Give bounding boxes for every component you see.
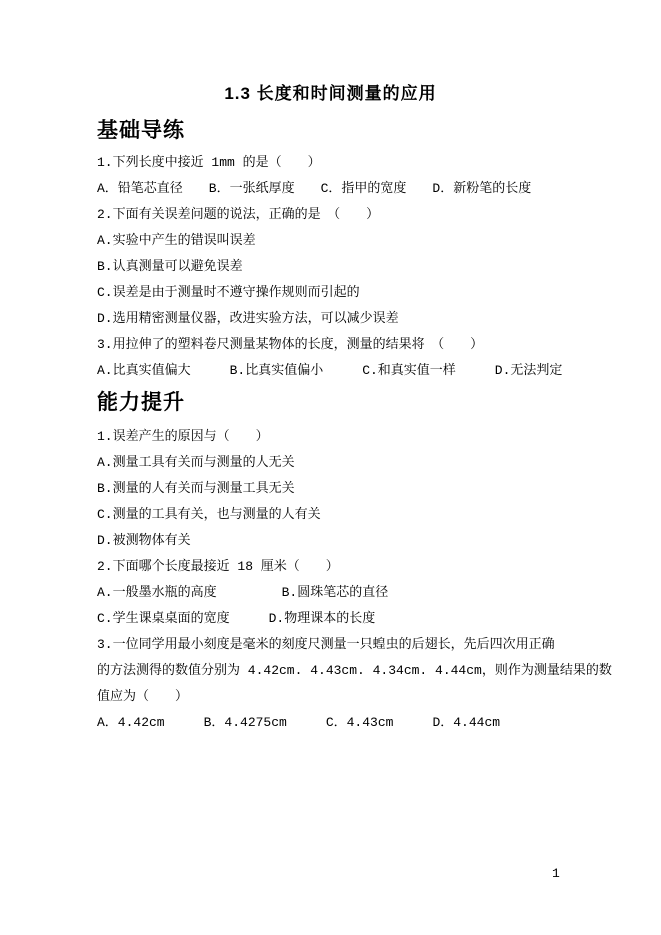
option-line: C.学生课桌桌面的宽度 D.物理课本的长度 [97, 611, 376, 626]
question-line: 3.一位同学用最小刻度是毫米的刻度尺测量一只蝗虫的后翅长，先后四次用正确 [97, 637, 555, 652]
question-line: 值应为（ ） [97, 689, 189, 704]
option-line: A.比真实值偏大 B.比真实值偏小 C.和真实值一样 D.无法判定 [97, 363, 563, 378]
question-line: 2.下面哪个长度最接近 18 厘米（ ） [97, 559, 339, 574]
option-line: C.误差是由于测量时不遵守操作规则而引起的 [97, 285, 360, 300]
option-line: A.实验中产生的错误叫误差 [97, 233, 256, 248]
option-line: D.选用精密测量仪器，改进实验方法，可以减少误差 [97, 311, 399, 326]
option-line: A．4.42cm B．4.4275cm C．4.43cm D．4.44cm [97, 715, 501, 730]
option-line: B.认真测量可以避免误差 [97, 259, 243, 274]
section-heading-ability-improvement: 能力提升 [97, 391, 185, 414]
option-line: A.测量工具有关而与测量的人无关 [97, 455, 295, 470]
question-line: 的方法测得的数值分别为 4.42cm. 4.43cm. 4.34cm. 4.44cm，则作为测量结果的数 [97, 663, 612, 678]
option-line: A．铅笔芯直径 B．一张纸厚度 C．指甲的宽度 D．新粉笔的长度 [97, 181, 532, 196]
question-line: 1.下列长度中接近 1mm 的是（ ） [97, 155, 321, 170]
option-line: C.测量的工具有关，也与测量的人有关 [97, 507, 321, 522]
question-line: 2.下面有关误差问题的说法，正确的是 （ ） [97, 207, 380, 222]
question-line: 3.用拉伸了的塑料卷尺测量某物体的长度，测量的结果将 （ ） [97, 337, 484, 352]
page-title: 1.3 长度和时间测量的应用 [224, 84, 437, 103]
page-number: 1 [552, 866, 560, 881]
option-line: D.被测物体有关 [97, 533, 191, 548]
question-line: 1.误差产生的原因与（ ） [97, 429, 269, 444]
option-line: A.一般墨水瓶的高度 B.圆珠笔芯的直径 [97, 585, 389, 600]
worksheet-content [97, 116, 612, 736]
option-line: B.测量的人有关而与测量工具无关 [97, 481, 295, 496]
section-heading-basic-practice: 基础导练 [97, 119, 185, 142]
